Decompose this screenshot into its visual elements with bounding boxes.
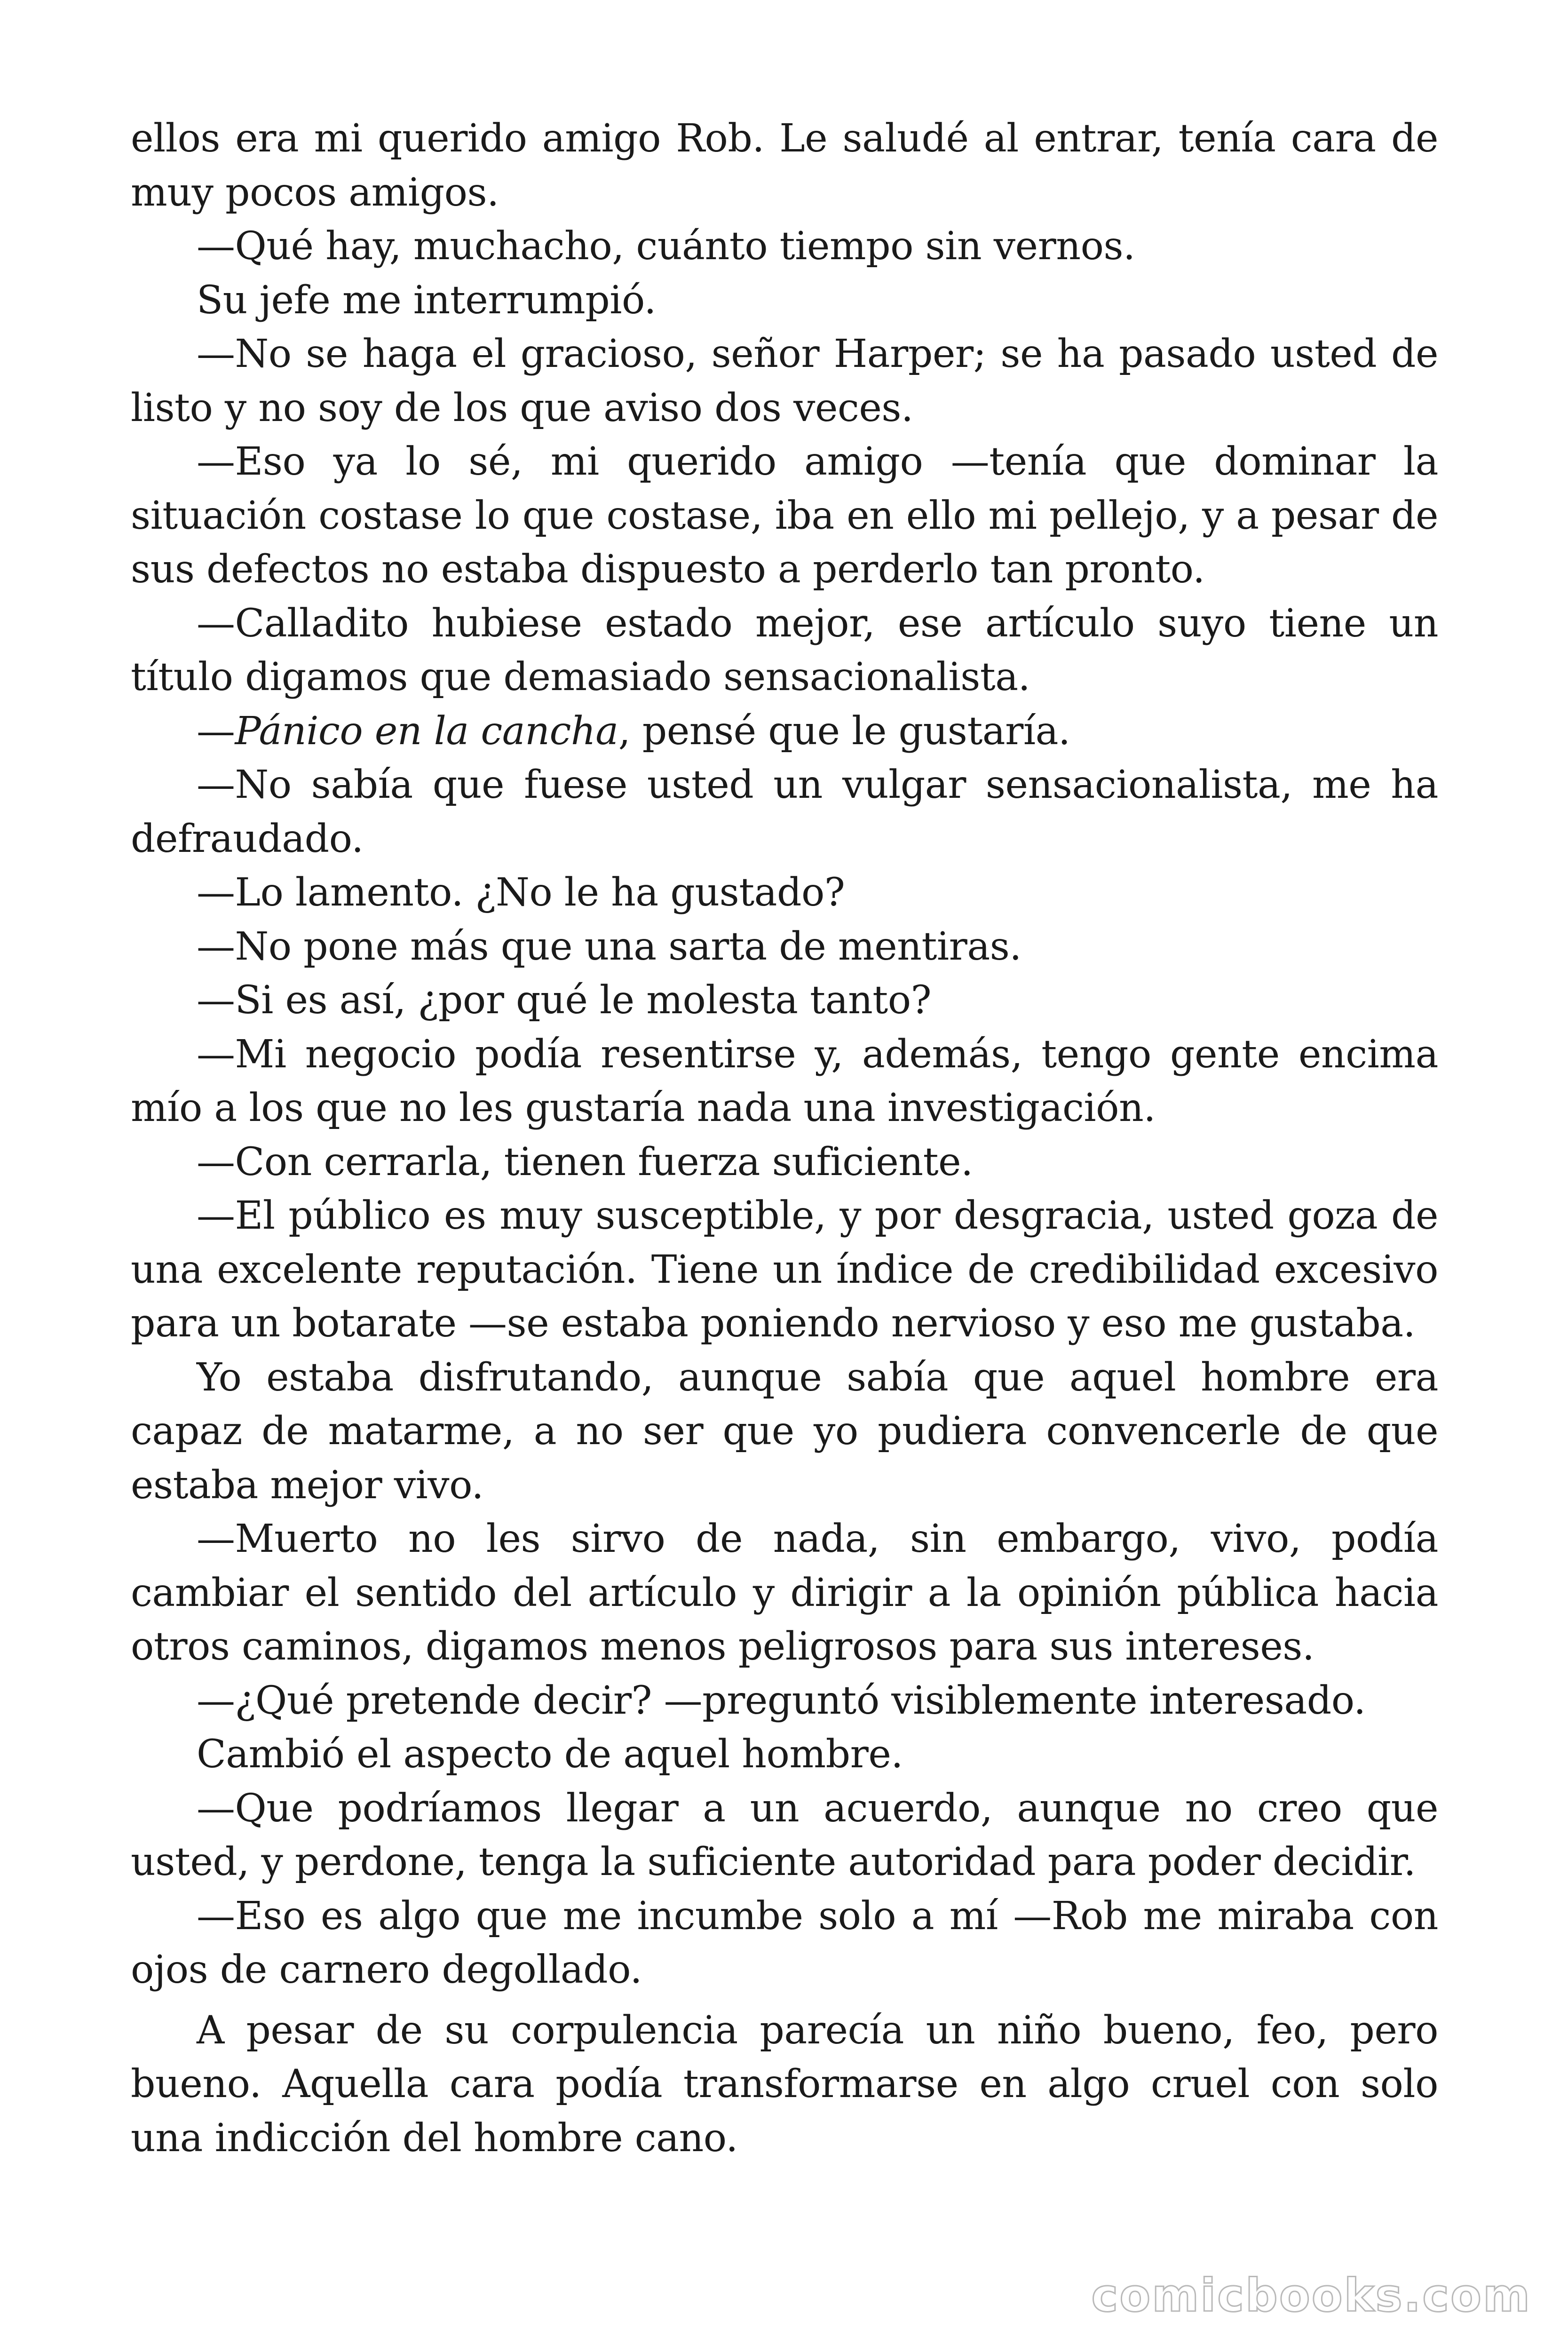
paragraph-rest: , pensé que le gustaría. [618, 708, 1070, 754]
paragraph: Su jefe me interrumpió. [197, 278, 656, 323]
paragraph: —No se haga el gracioso, señor Harper; se ha pasado usted de listo y no soy de los que aviso dos veces. [131, 332, 1438, 430]
paragraph: ellos era mi querido amigo Rob. Le saludé al entrar, tenía cara de muy pocos amigos. [131, 116, 1438, 215]
paragraph: —Si es así, ¿por qué le molesta tanto? [197, 978, 932, 1023]
paragraph: —No pone más que una sarta de mentiras. [197, 924, 1022, 969]
paragraph: —Mi negocio podía resentirse y, además, tengo gente encima mío a los que no les gustaría nada una investigación. [131, 1032, 1438, 1130]
paragraph-with-title [131, 705, 1438, 759]
paragraph: —Eso es algo que me incumbe solo a mí —Rob me miraba con ojos de carnero degollado. [131, 1893, 1438, 1992]
paragraph: —¿Qué pretende decir? —preguntó visiblemente interesado. [197, 1678, 1366, 1723]
dash: — [197, 708, 235, 754]
watermark: comicbooks.com [1091, 2269, 1531, 2322]
paragraph: —Lo lamento. ¿No le ha gustado? [197, 870, 845, 915]
paragraph: —El público es muy susceptible, y por desgracia, usted goza de una excelente reputación. Tiene un índice de credibilidad excesivo para un botarate —se estaba poniendo nervioso y eso me gustaba. [131, 1193, 1438, 1346]
paragraph: —Que podríamos llegar a un acuerdo, aunque no creo que usted, y perdone, tenga la suficiente autoridad para poder decidir. [131, 1786, 1438, 1884]
paragraph: Yo estaba disfrutando, aunque sabía que aquel hombre era capaz de matarme, a no ser que yo pudiera convencerle de que estaba mejor vivo. [131, 1355, 1438, 1508]
paragraph: Cambió el aspecto de aquel hombre. [197, 1732, 903, 1777]
paragraph: —Calladito hubiese estado mejor, ese artículo suyo tiene un título digamos que demasiado sensacionalista. [131, 601, 1438, 699]
paragraph: —Qué hay, muchacho, cuánto tiempo sin vernos. [197, 224, 1135, 269]
paragraph: —Eso ya lo sé, mi querido amigo —tenía que dominar la situación costase lo que costase, iba en ello mi pellejo, y a pesar de sus defectos no estaba dispuesto a perderlo tan pronto. [131, 439, 1438, 592]
paragraph: —Muerto no les sirvo de nada, sin embargo, vivo, podía cambiar el sentido del artículo y dirigir a la opinión pública hacia otros caminos, digamos menos peligrosos para sus intereses. [131, 1517, 1438, 1669]
article-title: Pánico en la cancha [235, 708, 618, 754]
paragraph: —No sabía que fuese usted un vulgar sensacionalista, me ha defraudado. [131, 763, 1438, 861]
page-body [131, 112, 1438, 2165]
paragraph: A pesar de su corpulencia parecía un niño bueno, feo, pero bueno. Aquella cara podía transformarse en algo cruel con solo una indicción del hombre cano. [131, 2008, 1438, 2161]
paragraph: —Con cerrarla, tienen fuerza suficiente. [197, 1139, 973, 1184]
